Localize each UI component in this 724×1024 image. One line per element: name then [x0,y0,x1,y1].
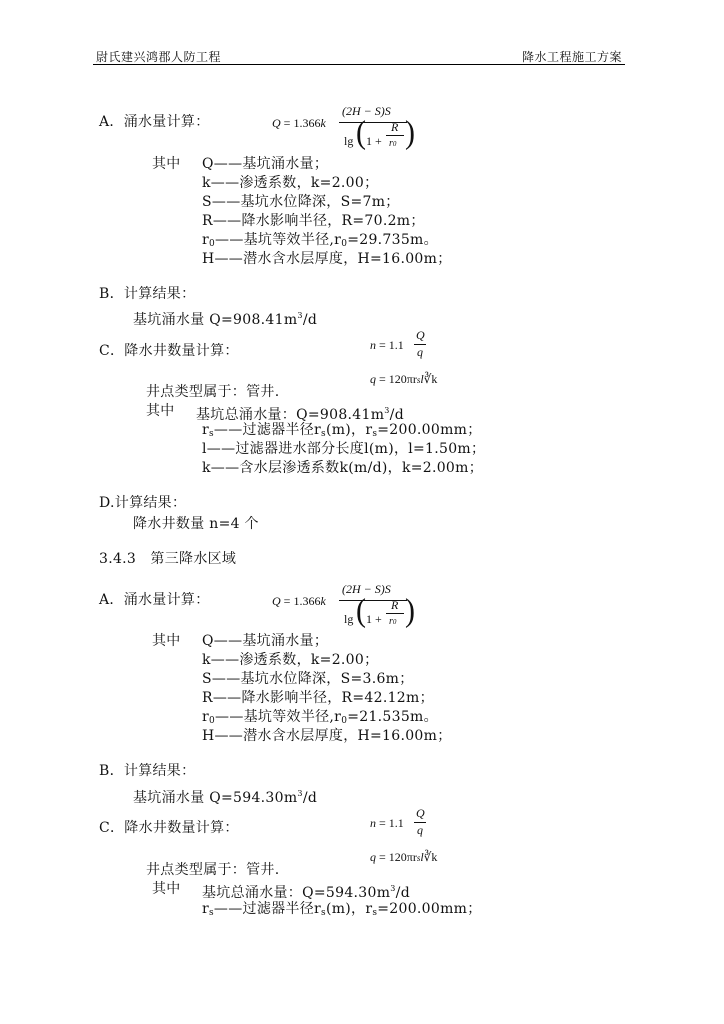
section-3-4-3-title: 3.4.3 第三降水区域 [99,551,237,567]
s1-a-label: A．涌水量计算： [99,114,210,130]
s2-where-label: 其中 [152,633,181,649]
s1-rs-definition: $r_s——$过滤器半径$r_s(m)$，$r_s=200.00mm$； [202,422,482,439]
s2-where2-label: 其中 [152,881,181,897]
s1-s-definition: S——基坑水位降深，S=7m； [202,194,400,210]
s1-d-result: 降水井数量 n=4 个 [133,516,259,532]
s1-l-definition: l——过滤器进水部分长度l(m)，l=1.50m； [202,441,486,457]
s1-where-label: 其中 [152,156,181,172]
s2-r0-definition: $r_0——$基坑等效半径$,r_0=21.535m$。 [202,709,438,726]
s2-total-discharge: 基坑总涌水量：$Q=594.30m^3/d$ [202,884,410,901]
s1-well-count-formula: n = 1.1 Q q q = 120πrsl∛k [370,328,438,386]
s2-rs-definition: $r_s——$过滤器半径$r_s(m)$，$r_s=200.00mm$； [202,901,482,918]
s2-r-definition: R——降水影响半径，R=42.12m； [202,690,434,706]
header-doc-title: 降水工程施工方案 [521,50,622,64]
s2-well-type: 井点类型属于：管井. [146,862,280,878]
s2-well-count-formula: n = 1.1 Q q q = 120πrsl∛k [370,806,438,864]
s1-q-definition: Q——基坑涌水量； [202,156,329,172]
s1-d-label: D.计算结果： [99,495,187,511]
s1-total-discharge: 基坑总涌水量：$Q=908.41m^3/d$ [196,406,404,423]
s2-b-result: 基坑涌水量 $Q=594.30m^3/d$ [133,789,318,806]
s1-r-definition: R——降水影响半径，R=70.2m； [202,213,425,229]
s2-c-label: C．降水井数量计算： [99,820,239,836]
s2-b-label: B．计算结果： [99,763,196,779]
s2-s-definition: S——基坑水位降深，S=3.6m； [202,671,414,687]
header-rule [93,64,625,65]
s1-where2-label: 其中 [146,403,175,419]
header-project-name: 尉氏建兴鸿郡人防工程 [96,50,222,64]
s1-k-definition: k——渗透系数，k=2.00； [202,175,379,191]
s1-well-type: 井点类型属于：管井. [146,384,280,400]
s1-r0-definition: $r_0——$基坑等效半径$,r_0=29.735m$。 [202,232,438,249]
s1-h-definition: H——潜水含水层厚度，H=16.00m； [202,251,452,267]
s1-b-result: 基坑涌水量 $Q=908.41m^3/d$ [133,311,318,328]
s1-discharge-formula: Q = 1.366k (2H − S)S lg ( 1 + R r0 ) [272,104,415,151]
s1-b-label: B．计算结果： [99,286,196,302]
s1-c-label: C．降水井数量计算： [99,343,239,359]
s2-a-label: A．涌水量计算： [99,592,210,608]
s2-discharge-formula: Q = 1.366k (2H − S)S lg ( 1 + R r0 ) [272,582,415,629]
s2-q-definition: Q——基坑涌水量； [202,633,329,649]
s2-h-definition: H——潜水含水层厚度，H=16.00m； [202,728,452,744]
s2-k-definition: k——渗透系数，k=2.00； [202,652,379,668]
s1-k2-definition: k——含水层渗透系数k(m/d)，k=2.00m； [202,460,484,476]
